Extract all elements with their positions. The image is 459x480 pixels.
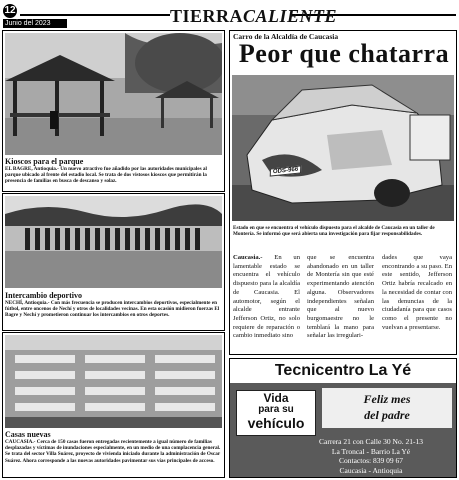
main-dateline: Caucasia.- <box>233 254 263 261</box>
main-headline: Peor que chatarra <box>238 39 450 68</box>
newspaper-logo <box>170 6 338 26</box>
casas-photo <box>5 335 222 428</box>
ad-slogan-box <box>236 390 316 436</box>
intercambio-photo-image <box>5 196 222 288</box>
kioscos-photo <box>5 33 222 155</box>
license-plate: ODS-966 <box>270 165 302 176</box>
article-casas <box>2 332 225 478</box>
ad-contact-block <box>290 437 452 475</box>
main-column-3: dades que vaya encontrando a su paso. En este sentido, Jefferson Ortiz habría recalcado en la necesidad de contar con las denuncias de la ciudadanía para que casos como el presente no vuelvan a presentarse. <box>382 254 452 331</box>
main-photo <box>232 75 454 221</box>
intercambio-body: NECHÍ, Antioquia.- Con más frecuencia se producen intercambios deportivos, especialmente en fútbol, entre oncenos de Nechí y otros de localidades vecinas. En esta ocasión midieron fuerzas El Bagre y Nechí y prometieron continuar los intercambios en otros deportes. <box>5 300 220 319</box>
ad-address: Carrera 21 con Calle 30 No. 21-13 <box>319 437 423 446</box>
article-main <box>229 30 457 355</box>
main-column-2: que se encuentra abandonado en un taller de Montería sin que esté experimentando atención alguna. Observadores independientes señalan que al nuevo burgomaestre no le temblará la mano para señalar las irregulari- <box>307 254 374 340</box>
ad-greeting-box <box>322 388 452 428</box>
wrecked-car-image <box>232 75 454 221</box>
main-kicker: Carro de la Alcaldía de Caucasia <box>233 32 339 41</box>
main-col1-text: En un lamentable estado se encuentra el vehículo dispuesto para la alcaldía de Caucasia. El automotor, según el alcalde entrante Jefferson Ortiz, no solo requiere de reparación o cambio inmediato sino <box>233 254 300 340</box>
kioscos-photo-image <box>5 33 222 155</box>
ad-business-name: Tecnicentro La Yé <box>230 359 456 383</box>
logo-part1: TIERRA <box>170 6 244 26</box>
kioscos-headline: Kioscos para el parque <box>5 157 84 166</box>
page-number: 12 <box>4 5 16 16</box>
article-intercambio <box>2 193 225 331</box>
ad-city: Caucasia - Antioquia <box>339 465 403 475</box>
kioscos-body: EL BAGRE, Antioquia.- Un nuevo atractivo fue añadido por las autoridades municipales al parque ubicado al frente del estadio local. Se trata de dos vistosos kioscos que permitirán la presencia de familias en busca de descanso y solaz. <box>5 166 207 185</box>
slogan-line3: vehículo <box>247 415 305 431</box>
intercambio-photo <box>5 196 222 288</box>
greeting-line1: Feliz mes <box>363 392 411 406</box>
ad-tecnicentro <box>229 358 457 478</box>
casas-body: CAUCASIA.- Cerca de 150 casas fueron entregadas recientemente a igual número de familias desplazadas y víctimas de inundaciones especialmente, en un medio de una complacencia general. Se trata del sector Villa Suárez, proyecto de vivienda iniciado durante la administración de Oscar Suárez. Ahora corresponde a las nuevas autoridades pavimentar sus vías principales de acceso. <box>5 439 221 464</box>
main-column-1 <box>233 254 300 341</box>
intercambio-headline: Intercambio deportivo <box>5 291 82 300</box>
ad-phone: Contactos: 839 09 67 <box>339 456 403 465</box>
main-caption: Estado en que se encuentra el vehículo dispuesto para el alcalde de Caucasia en un taller de Montería. Se informó que será abierta una investigación para fijar responsabilidades. <box>233 225 435 238</box>
slogan-line1: Vida <box>263 391 289 405</box>
greeting-line2: del padre <box>364 408 410 422</box>
ad-area: La Troncal - Barrio La Yé <box>331 446 411 456</box>
casas-photo-image <box>5 335 222 428</box>
logo-part2: CALIENTE <box>243 6 338 26</box>
edition-date: Junio del 2023 <box>3 19 67 28</box>
slogan-line2: para su <box>258 404 294 415</box>
article-kioscos <box>2 30 225 192</box>
casas-headline: Casas nuevas <box>5 430 51 439</box>
